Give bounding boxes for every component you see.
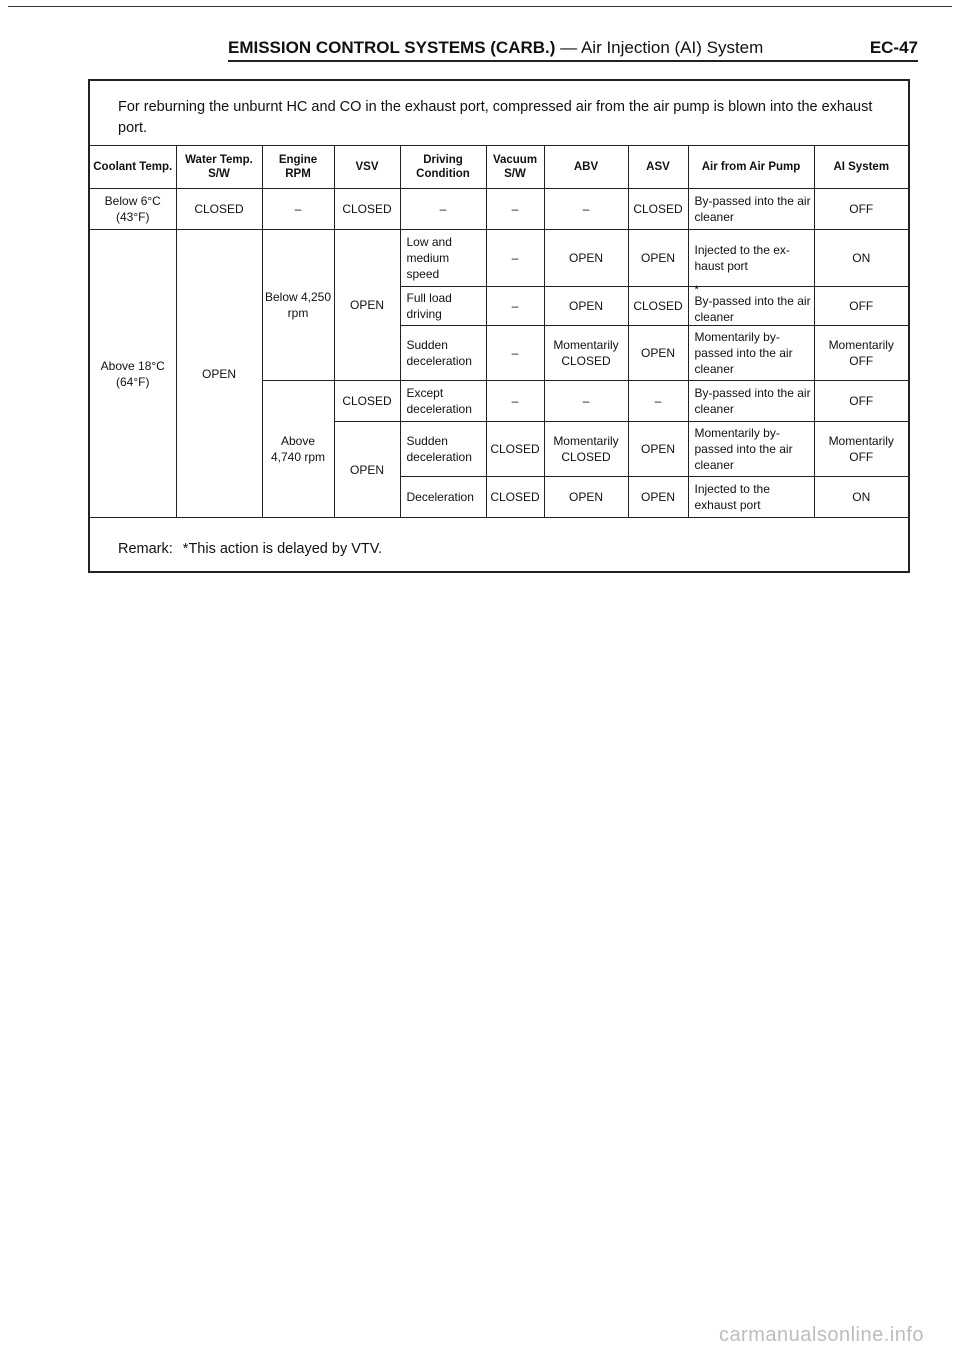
vacuum-sw-cell: CLOSED bbox=[486, 477, 544, 518]
driving-cell: Sudden deceleration bbox=[400, 326, 486, 381]
vacuum-sw-cell: – bbox=[486, 287, 544, 326]
page-number: EC-47 bbox=[869, 38, 918, 57]
header-vacuum-sw: Vacuum S/W bbox=[486, 146, 544, 189]
ai-system-cell: OFF bbox=[814, 189, 908, 230]
header-ai-system: AI System bbox=[814, 146, 908, 189]
vacuum-sw-cell: – bbox=[486, 326, 544, 381]
table-row bbox=[90, 189, 908, 230]
ai-system-cell: Momentarily OFF bbox=[814, 326, 908, 381]
ai-system-cell: Momentarily OFF bbox=[814, 422, 908, 477]
air-cell: Injected to the exhaust port bbox=[688, 477, 814, 518]
driving-cell: Except deceleration bbox=[400, 381, 486, 422]
engine-rpm-cell: Below 4,250 rpm bbox=[262, 230, 334, 381]
engine-rpm-cell: Above 4,740 rpm bbox=[262, 381, 334, 518]
abv-cell: OPEN bbox=[544, 230, 628, 287]
air-cell bbox=[688, 284, 814, 326]
air-cell-text: By-passed into the air cleaner bbox=[694, 294, 811, 324]
watermark: carmanualsonline.info bbox=[718, 1324, 924, 1346]
air-cell: Momentarily by- passed into the air cleaner bbox=[688, 422, 814, 477]
driving-cell: Low and medium speed bbox=[400, 230, 486, 287]
ai-system-cell: ON bbox=[814, 230, 908, 287]
air-cell: Injected to the ex- haust port bbox=[688, 230, 814, 287]
air-cell: Momentarily by- passed into the air cleaner bbox=[688, 326, 814, 381]
remark-text: *This action is delayed by VTV. bbox=[182, 541, 383, 557]
ai-system-table bbox=[90, 145, 908, 518]
water-sw-cell: OPEN bbox=[176, 230, 262, 518]
vacuum-sw-cell: – bbox=[486, 230, 544, 287]
asv-cell: – bbox=[628, 381, 688, 422]
vsv-cell: CLOSED bbox=[334, 189, 400, 230]
vacuum-sw-cell: – bbox=[486, 189, 544, 230]
abv-cell: OPEN bbox=[544, 477, 628, 518]
driving-cell: Deceleration bbox=[400, 477, 486, 518]
header-asv: ASV bbox=[628, 146, 688, 189]
table-header-row bbox=[90, 146, 908, 189]
header-coolant: Coolant Temp. bbox=[90, 146, 176, 189]
air-cell: By-passed into the air cleaner bbox=[688, 381, 814, 422]
ai-system-cell: OFF bbox=[814, 287, 908, 326]
driving-cell: Sudden deceleration bbox=[400, 422, 486, 477]
ai-system-cell: ON bbox=[814, 477, 908, 518]
asv-cell: OPEN bbox=[628, 477, 688, 518]
asv-cell: CLOSED bbox=[628, 287, 688, 326]
header-rule bbox=[228, 60, 918, 62]
header-vsv: VSV bbox=[334, 146, 400, 189]
header-air: Air from Air Pump bbox=[688, 146, 814, 189]
abv-cell: Momentarily CLOSED bbox=[544, 422, 628, 477]
asv-cell: OPEN bbox=[628, 326, 688, 381]
asv-cell: OPEN bbox=[628, 230, 688, 287]
abv-cell: – bbox=[544, 189, 628, 230]
remark bbox=[118, 541, 392, 557]
content-box bbox=[88, 79, 910, 573]
vsv-cell: CLOSED bbox=[334, 381, 400, 422]
abv-cell: Momentarily CLOSED bbox=[544, 326, 628, 381]
header-engine-rpm: Engine RPM bbox=[262, 146, 334, 189]
air-cell: By-passed into the air cleaner bbox=[688, 189, 814, 230]
page-header bbox=[228, 38, 918, 60]
water-sw-cell: CLOSED bbox=[176, 189, 262, 230]
engine-rpm-cell: – bbox=[262, 189, 334, 230]
intro-paragraph: For reburning the unburnt HC and CO in the exhaust port, compressed air from the air pump is blown into the exhaust port. bbox=[118, 99, 873, 136]
header-water-sw: Water Temp. S/W bbox=[176, 146, 262, 189]
top-rule bbox=[8, 6, 952, 7]
asv-cell: OPEN bbox=[628, 422, 688, 477]
driving-cell: – bbox=[400, 189, 486, 230]
header-abv: ABV bbox=[544, 146, 628, 189]
asv-cell: CLOSED bbox=[628, 189, 688, 230]
driving-cell: Full load driving bbox=[400, 287, 486, 326]
vacuum-sw-cell: – bbox=[486, 381, 544, 422]
page-title: EMISSION CONTROL SYSTEMS (CARB.) — Air Injection (AI) System bbox=[228, 38, 764, 57]
coolant-cell: Above 18°C (64°F) bbox=[90, 230, 176, 518]
coolant-cell: Below 6°C (43°F) bbox=[90, 189, 176, 230]
ai-system-cell: OFF bbox=[814, 381, 908, 422]
vsv-cell: OPEN bbox=[334, 422, 400, 518]
table-row bbox=[90, 230, 908, 287]
abv-cell: OPEN bbox=[544, 287, 628, 326]
vtv-asterisk: * bbox=[694, 284, 699, 296]
vsv-cell: OPEN bbox=[334, 230, 400, 381]
header-driving: Driving Condition bbox=[400, 146, 486, 189]
remark-label: Remark: bbox=[118, 541, 173, 557]
abv-cell: – bbox=[544, 381, 628, 422]
vacuum-sw-cell: CLOSED bbox=[486, 422, 544, 477]
